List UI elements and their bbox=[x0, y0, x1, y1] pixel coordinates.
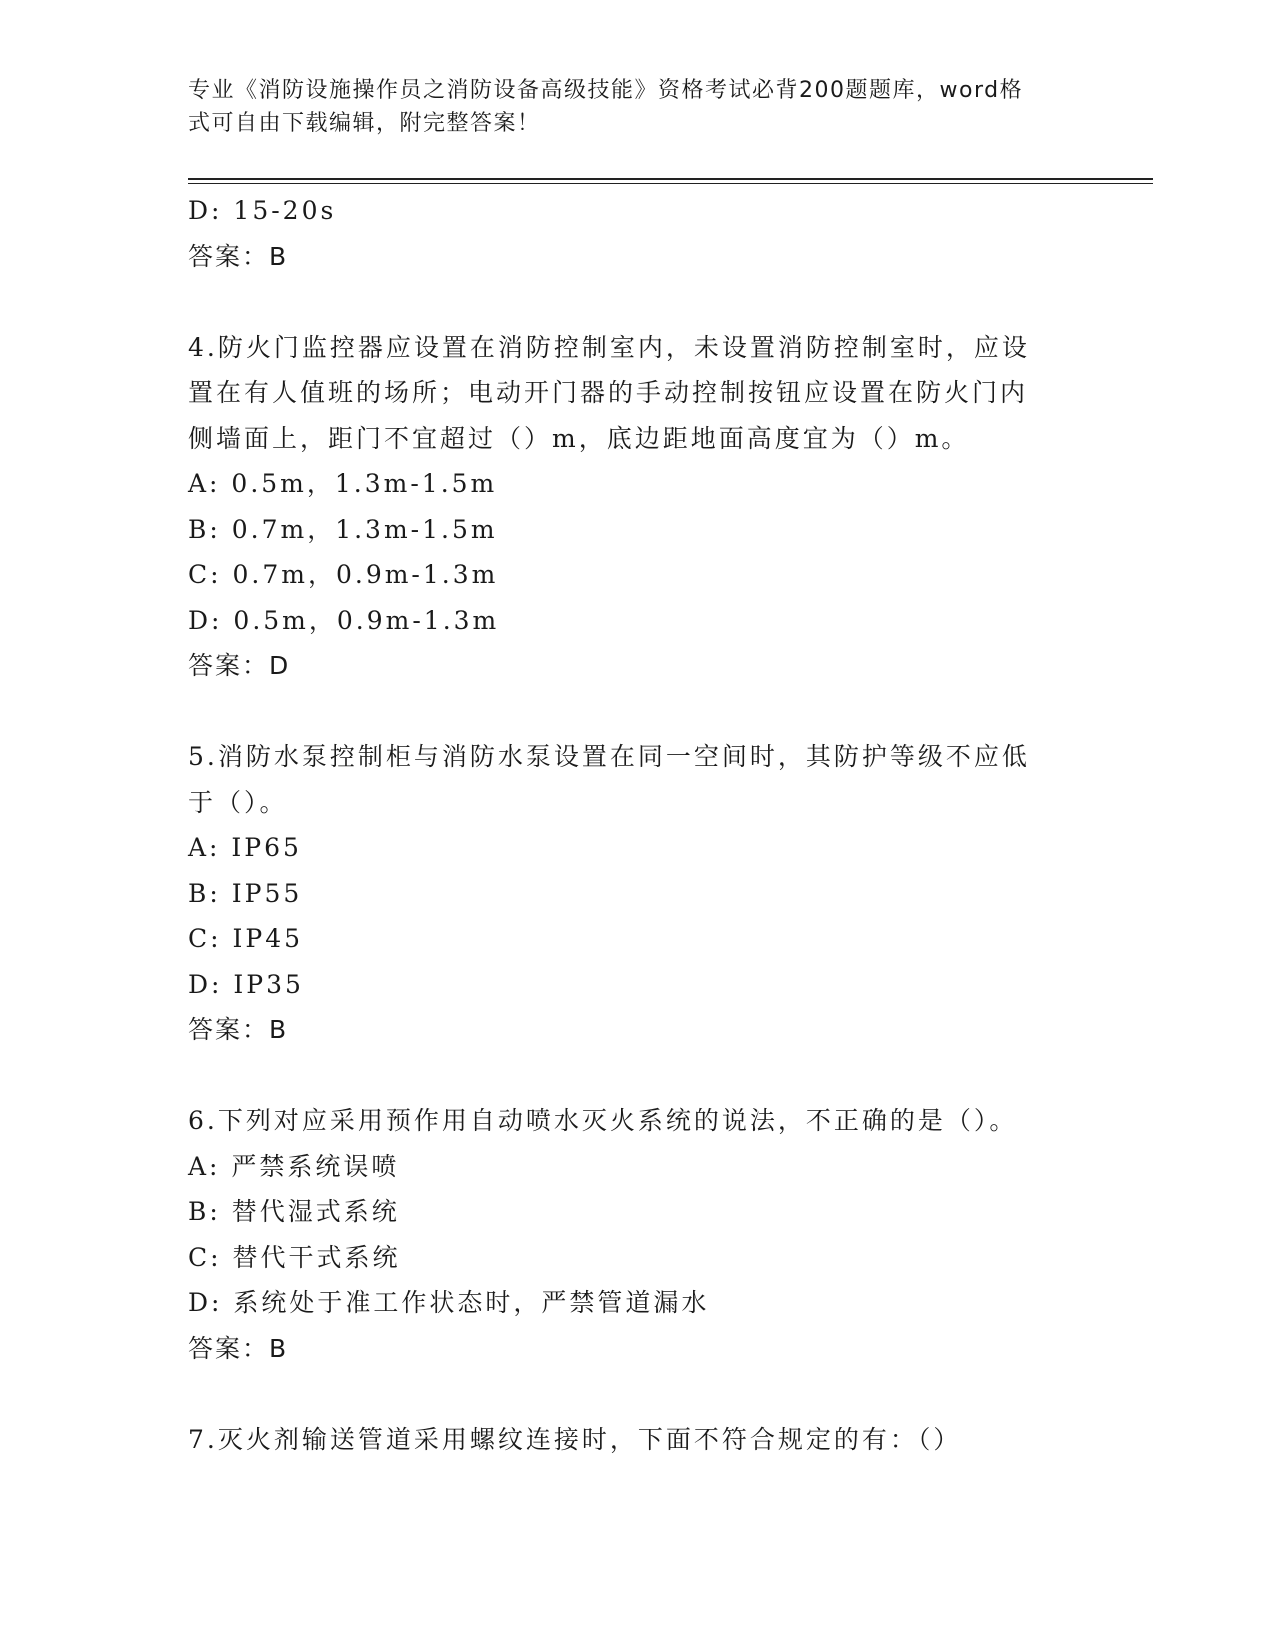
question-stem-line: 侧墙面上，距门不宜超过（）m，底边距地面高度宜为（）m。 bbox=[188, 423, 970, 453]
document-header bbox=[188, 74, 1068, 140]
header-line-1: 专业《消防设施操作员之消防设备高级技能》资格考试必背200题题库，word格 bbox=[188, 78, 1024, 103]
answer: 答案：B bbox=[188, 1015, 289, 1044]
option-c: C: 替代干式系统 bbox=[188, 1242, 401, 1272]
option-d: D: 0.5m，0.9m-1.3m bbox=[188, 605, 500, 635]
answer: 答案：D bbox=[188, 651, 291, 680]
option-c: C: 0.7m，0.9m-1.3m bbox=[188, 560, 499, 589]
question-stem-line: 7.灭火剂输送管道采用螺纹连接时，下面不符合规定的有：（） bbox=[188, 1424, 962, 1454]
answer: 答案：B bbox=[188, 1333, 289, 1363]
question-3-tail bbox=[188, 188, 1068, 279]
header-divider-top bbox=[188, 178, 1153, 180]
question-6 bbox=[188, 1098, 1068, 1371]
option-b: B: 替代湿式系统 bbox=[188, 1197, 400, 1226]
question-7 bbox=[188, 1417, 1068, 1463]
option-a: A: 严禁系统误喷 bbox=[188, 1151, 400, 1181]
document-body bbox=[188, 188, 1068, 1462]
option-d: D: IP35 bbox=[188, 969, 304, 999]
spacer bbox=[188, 279, 1068, 325]
question-4 bbox=[188, 325, 1068, 689]
spacer bbox=[188, 1053, 1068, 1099]
question-stem-line: 置在有人值班的场所；电动开门器的手动控制按钮应设置在防火门内 bbox=[188, 378, 1029, 407]
question-stem-line: 4.防火门监控器应设置在消防控制室内，未设置消防控制室时，应设 bbox=[188, 332, 1030, 362]
spacer bbox=[188, 1371, 1068, 1417]
option-c: C: IP45 bbox=[188, 924, 304, 953]
option-d: D: 系统处于准工作状态时，严禁管道漏水 bbox=[188, 1288, 710, 1317]
header-divider-bottom bbox=[188, 183, 1153, 184]
option-a: A: 0.5m，1.3m-1.5m bbox=[188, 469, 498, 498]
option-a: A: IP65 bbox=[188, 833, 302, 862]
header-line-2: 式可自由下载编辑，附完整答案！ bbox=[188, 111, 541, 136]
option-d: D: 15-20s bbox=[188, 196, 337, 225]
option-b: B: IP55 bbox=[188, 878, 303, 908]
answer: 答案：B bbox=[188, 241, 289, 271]
spacer bbox=[188, 689, 1068, 735]
option-b: B: 0.7m，1.3m-1.5m bbox=[188, 514, 498, 544]
question-5 bbox=[188, 734, 1068, 1053]
question-stem-line: 5.消防水泵控制柜与消防水泵设置在同一空间时，其防护等级不应低 bbox=[188, 742, 1030, 771]
question-stem-line: 6.下列对应采用预作用自动喷水灭火系统的说法，不正确的是（）。 bbox=[188, 1106, 1018, 1135]
question-stem-line: 于（）。 bbox=[188, 787, 288, 817]
